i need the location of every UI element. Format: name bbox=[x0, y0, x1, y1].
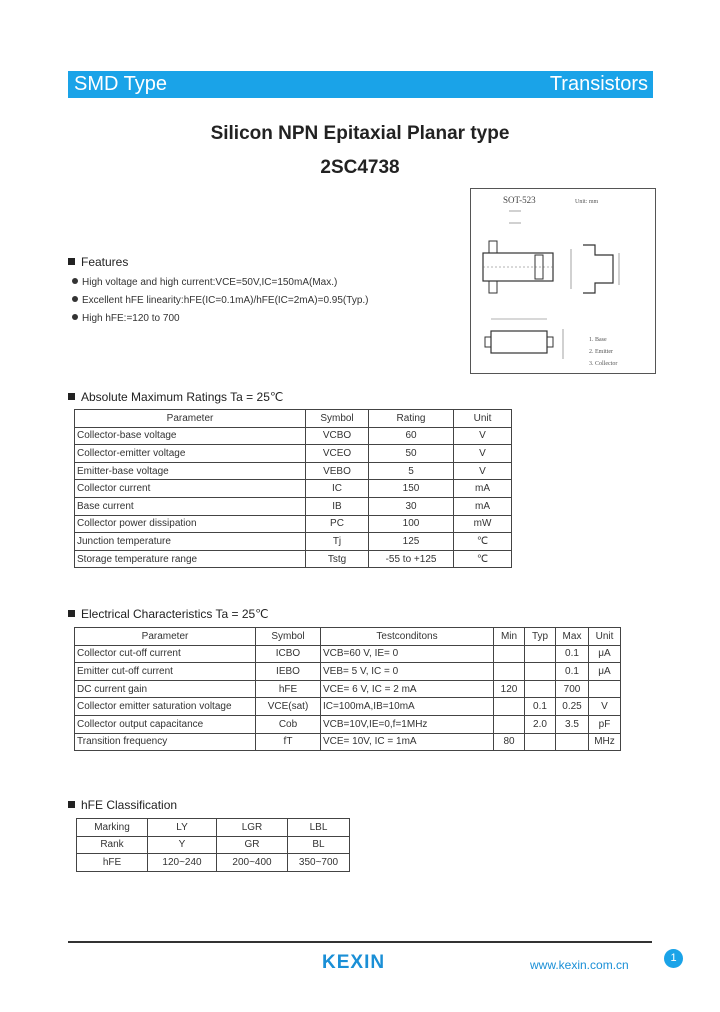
bullet-icon bbox=[72, 314, 78, 320]
table-cell: Emitter-base voltage bbox=[75, 462, 306, 480]
square-bullet-icon bbox=[68, 610, 75, 617]
feature-item: High voltage and high current:VCE=50V,IC=150mA(Max.) bbox=[72, 277, 337, 288]
table-row bbox=[75, 497, 512, 515]
table-cell: 50 bbox=[369, 445, 454, 463]
table-cell: V bbox=[454, 445, 512, 463]
elec-heading: Electrical Characteristics Ta = 25℃ bbox=[68, 607, 269, 621]
table-cell bbox=[525, 663, 556, 681]
table-cell: V bbox=[589, 698, 621, 716]
table-cell: 350~700 bbox=[288, 854, 350, 872]
table-cell: 700 bbox=[556, 680, 589, 698]
table-cell: 0.25 bbox=[556, 698, 589, 716]
table-row bbox=[77, 836, 350, 854]
header-bar bbox=[68, 71, 653, 98]
package-label: SOT-523 bbox=[503, 195, 536, 205]
hfe-heading: hFE Classification bbox=[68, 798, 177, 812]
column-header: Typ bbox=[525, 628, 556, 646]
table-cell: LGR bbox=[217, 819, 288, 837]
table-cell: ICBO bbox=[256, 645, 321, 663]
table-cell: MHz bbox=[589, 733, 621, 751]
table-cell: hFE bbox=[77, 854, 148, 872]
table-row bbox=[75, 698, 621, 716]
table-cell: LY bbox=[148, 819, 217, 837]
table-cell: VCE= 10V, IC = 1mA bbox=[321, 733, 494, 751]
table-cell: Y bbox=[148, 836, 217, 854]
table-cell: Cob bbox=[256, 715, 321, 733]
table-header-row bbox=[75, 410, 512, 428]
table-cell: DC current gain bbox=[75, 680, 256, 698]
table-row bbox=[75, 533, 512, 551]
table-cell: 60 bbox=[369, 427, 454, 445]
table-row bbox=[75, 663, 621, 681]
table-cell: Junction temperature bbox=[75, 533, 306, 551]
kexin-logo: KEXIN bbox=[322, 952, 386, 973]
column-header: Parameter bbox=[75, 628, 256, 646]
table-cell bbox=[494, 715, 525, 733]
table-cell: Marking bbox=[77, 819, 148, 837]
table-cell: 120~240 bbox=[148, 854, 217, 872]
feature-item: High hFE:=120 to 700 bbox=[72, 313, 180, 324]
header-right: Transistors bbox=[549, 73, 648, 95]
table-cell: mW bbox=[454, 515, 512, 533]
table-cell: μA bbox=[589, 645, 621, 663]
package-outline-drawing bbox=[471, 189, 655, 373]
table-cell: Transition frequency bbox=[75, 733, 256, 751]
table-cell: Rank bbox=[77, 836, 148, 854]
website-link[interactable]: www.kexin.com.cn bbox=[530, 958, 629, 972]
table-cell: 2.0 bbox=[525, 715, 556, 733]
table-cell: VEB= 5 V, IC = 0 bbox=[321, 663, 494, 681]
square-bullet-icon bbox=[68, 801, 75, 808]
table-cell: IC=100mA,IB=10mA bbox=[321, 698, 494, 716]
table-cell: IB bbox=[306, 497, 369, 515]
table-row bbox=[75, 480, 512, 498]
table-row bbox=[75, 733, 621, 751]
table-cell: hFE bbox=[256, 680, 321, 698]
table-cell: VCE(sat) bbox=[256, 698, 321, 716]
table-row bbox=[77, 854, 350, 872]
column-header: Testconditons bbox=[321, 628, 494, 646]
table-cell: Collector power dissipation bbox=[75, 515, 306, 533]
package-diagram bbox=[470, 188, 656, 374]
table-row bbox=[75, 680, 621, 698]
table-cell: Collector cut-off current bbox=[75, 645, 256, 663]
table-cell: 100 bbox=[369, 515, 454, 533]
table-cell: Collector emitter saturation voltage bbox=[75, 698, 256, 716]
table-header-row bbox=[75, 628, 621, 646]
table-row bbox=[75, 462, 512, 480]
table-cell: 150 bbox=[369, 480, 454, 498]
table-cell: mA bbox=[454, 497, 512, 515]
table-cell: 200~400 bbox=[217, 854, 288, 872]
abs-max-table bbox=[74, 409, 512, 568]
features-heading: Features bbox=[68, 255, 128, 269]
elec-table bbox=[74, 627, 621, 751]
table-cell: 0.1 bbox=[525, 698, 556, 716]
table-cell bbox=[494, 645, 525, 663]
table-cell bbox=[494, 663, 525, 681]
table-cell: 30 bbox=[369, 497, 454, 515]
table-cell: VCBO bbox=[306, 427, 369, 445]
table-cell: 80 bbox=[494, 733, 525, 751]
package-unit: Unit: mm bbox=[575, 199, 599, 205]
square-bullet-icon bbox=[68, 258, 75, 265]
pin-label: 1. Base bbox=[589, 337, 607, 343]
table-row bbox=[75, 645, 621, 663]
table-cell bbox=[556, 733, 589, 751]
column-header: Min bbox=[494, 628, 525, 646]
table-cell bbox=[589, 680, 621, 698]
table-row bbox=[75, 445, 512, 463]
table-cell: Collector current bbox=[75, 480, 306, 498]
table-cell: Emitter cut-off current bbox=[75, 663, 256, 681]
column-header: Rating bbox=[369, 410, 454, 428]
table-cell: mA bbox=[454, 480, 512, 498]
table-cell: -55 to +125 bbox=[369, 550, 454, 568]
column-header: Max bbox=[556, 628, 589, 646]
header-left: SMD Type bbox=[74, 73, 167, 95]
table-cell: 0.1 bbox=[556, 645, 589, 663]
table-cell: VCB=60 V, IE= 0 bbox=[321, 645, 494, 663]
table-cell: PC bbox=[306, 515, 369, 533]
table-cell: 3.5 bbox=[556, 715, 589, 733]
table-cell: 5 bbox=[369, 462, 454, 480]
bullet-icon bbox=[72, 296, 78, 302]
table-cell: pF bbox=[589, 715, 621, 733]
feature-item: Excellent hFE linearity:hFE(IC=0.1mA)/hFE(IC=2mA)=0.95(Typ.) bbox=[72, 295, 369, 306]
pin-label: 2. Emitter bbox=[589, 349, 613, 355]
abs-max-heading: Absolute Maximum Ratings Ta = 25℃ bbox=[68, 390, 283, 404]
footer-divider bbox=[68, 941, 652, 943]
table-cell: VCEO bbox=[306, 445, 369, 463]
part-number: 2SC4738 bbox=[320, 157, 400, 178]
table-cell: ℃ bbox=[454, 533, 512, 551]
table-cell bbox=[525, 733, 556, 751]
hfe-table bbox=[76, 818, 350, 872]
table-cell: BL bbox=[288, 836, 350, 854]
table-cell bbox=[525, 645, 556, 663]
square-bullet-icon bbox=[68, 393, 75, 400]
column-header: Unit bbox=[454, 410, 512, 428]
table-cell: 0.1 bbox=[556, 663, 589, 681]
table-row bbox=[75, 427, 512, 445]
table-row bbox=[75, 715, 621, 733]
table-cell: Tstg bbox=[306, 550, 369, 568]
table-cell bbox=[525, 680, 556, 698]
table-cell: Collector-base voltage bbox=[75, 427, 306, 445]
table-cell: 125 bbox=[369, 533, 454, 551]
pin-label: 3. Collector bbox=[589, 361, 618, 367]
table-cell: GR bbox=[217, 836, 288, 854]
table-cell: VCB=10V,IE=0,f=1MHz bbox=[321, 715, 494, 733]
table-cell: LBL bbox=[288, 819, 350, 837]
column-header: Symbol bbox=[306, 410, 369, 428]
table-cell: Storage temperature range bbox=[75, 550, 306, 568]
table-cell: Base current bbox=[75, 497, 306, 515]
table-cell: μA bbox=[589, 663, 621, 681]
table-cell: Collector output capacitance bbox=[75, 715, 256, 733]
table-cell: 120 bbox=[494, 680, 525, 698]
bullet-icon bbox=[72, 278, 78, 284]
column-header: Unit bbox=[589, 628, 621, 646]
table-cell: ℃ bbox=[454, 550, 512, 568]
table-cell: Collector-emitter voltage bbox=[75, 445, 306, 463]
table-row bbox=[75, 550, 512, 568]
table-cell: IEBO bbox=[256, 663, 321, 681]
table-cell: Tj bbox=[306, 533, 369, 551]
table-cell: fT bbox=[256, 733, 321, 751]
page-number: 1 bbox=[664, 949, 683, 968]
table-cell: V bbox=[454, 462, 512, 480]
column-header: Parameter bbox=[75, 410, 306, 428]
page-title: Silicon NPN Epitaxial Planar type bbox=[210, 123, 510, 144]
table-cell: VEBO bbox=[306, 462, 369, 480]
table-cell: V bbox=[454, 427, 512, 445]
table-row bbox=[75, 515, 512, 533]
table-cell: IC bbox=[306, 480, 369, 498]
column-header: Symbol bbox=[256, 628, 321, 646]
table-cell: VCE= 6 V, IC = 2 mA bbox=[321, 680, 494, 698]
table-cell bbox=[494, 698, 525, 716]
table-row bbox=[77, 819, 350, 837]
